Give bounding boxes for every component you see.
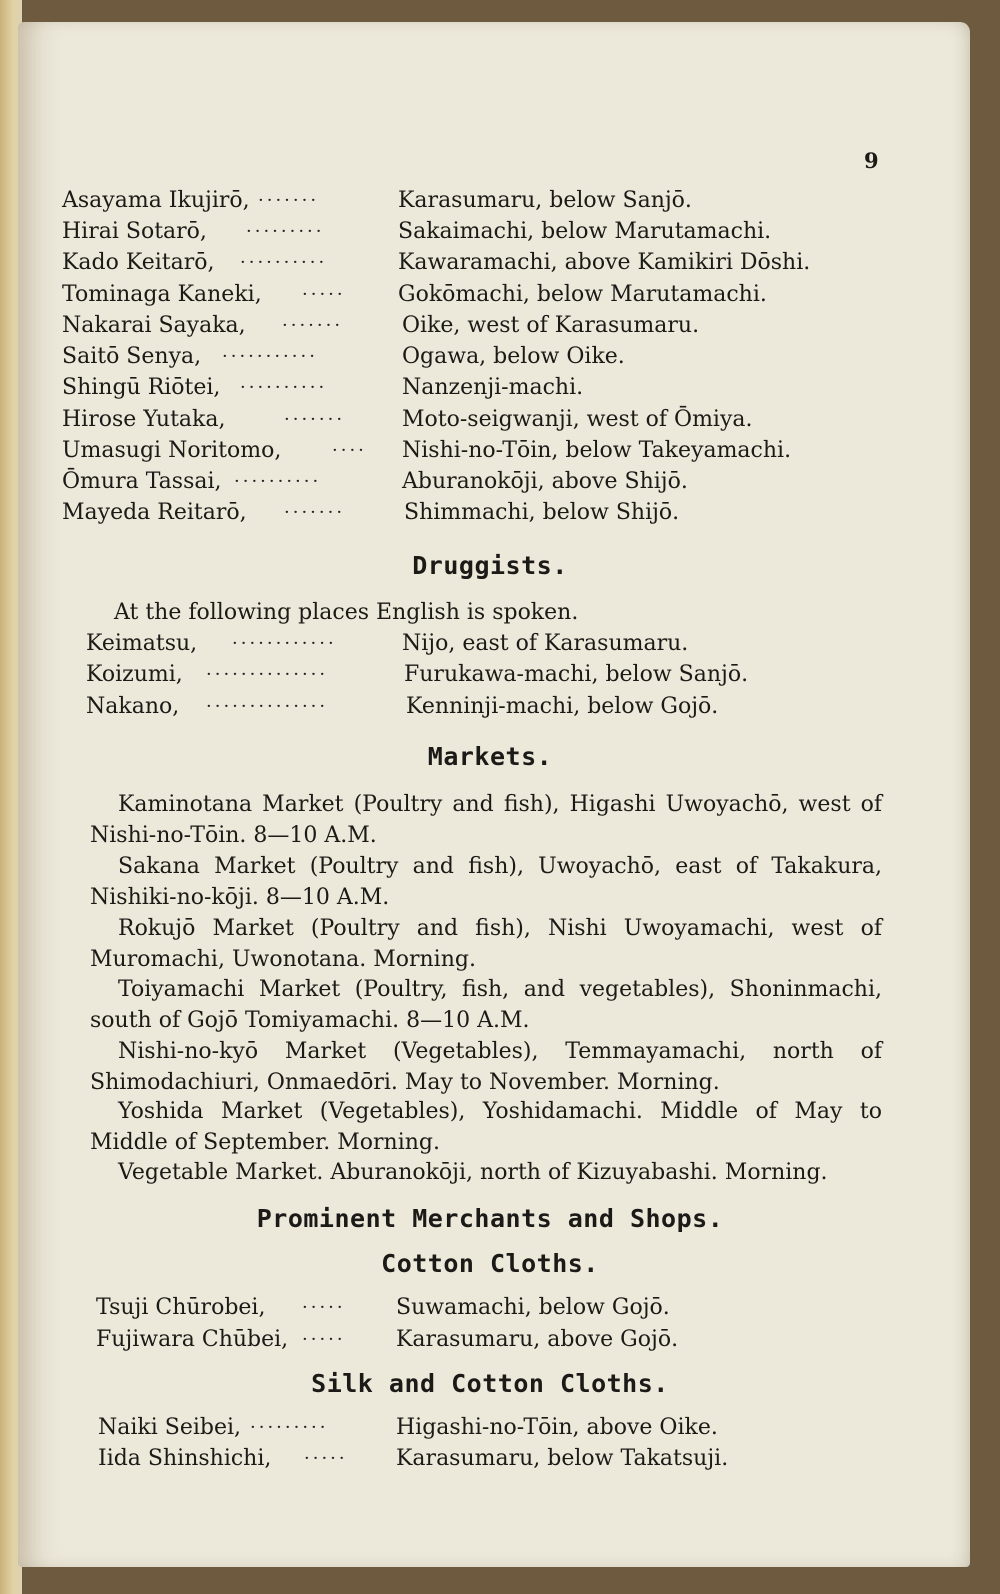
entry-address: Higashi-no-Tōin, above Oike. — [396, 1415, 718, 1440]
list-item — [62, 341, 892, 373]
entry-name: Hirose Yutaka, — [62, 407, 226, 432]
entry-name: Mayeda Reitarō, — [62, 500, 247, 525]
leader-dots: ·············· — [206, 696, 329, 717]
leader-dots: ······· — [284, 409, 346, 430]
entry-name: Tsuji Chūrobei, — [96, 1295, 266, 1320]
leader-dots: ······· — [284, 502, 346, 523]
druggists-heading: Druggists. — [412, 551, 568, 580]
entry-address: Kenninji-machi, below Gojō. — [406, 694, 719, 719]
entry-address: Gokōmachi, below Marutamachi. — [398, 282, 767, 307]
list-item — [62, 216, 892, 248]
entry-name: Shingū Riōtei, — [62, 375, 221, 400]
list-item — [62, 435, 892, 467]
merchants-heading: Prominent Merchants and Shops. — [256, 1204, 724, 1233]
market-entry: Toiyamachi Market (Poultry, fish, and vegetables), Shoninmachi, south of Gojō Tomiyamachi. 8—10 A.M. — [90, 977, 882, 1033]
list-item — [98, 1412, 928, 1444]
leader-dots: ········· — [250, 1417, 329, 1438]
entry-name: Fujiwara Chūbei, — [96, 1327, 289, 1352]
leader-dots: ····· — [304, 1448, 348, 1469]
entry-name: Kado Keitarō, — [62, 250, 215, 275]
entry-name: Ōmura Tassai, — [62, 469, 222, 494]
entry-address: Karasumaru, below Sanjō. — [398, 188, 692, 213]
entry-address: Shimmachi, below Shijō. — [404, 500, 680, 525]
entry-address: Ogawa, below Oike. — [402, 344, 625, 369]
market-entry: Rokujō Market (Poultry and fish), Nishi Uwoyamachi, west of Muromachi, Uwonotana. Morning. — [90, 916, 882, 972]
entry-address: Karasumaru, above Gojō. — [396, 1327, 679, 1352]
leader-dots: ············ — [232, 633, 337, 654]
entry-address: Sakaimachi, below Marutamachi. — [398, 219, 772, 244]
leader-dots: ··········· — [222, 346, 318, 367]
entry-name: Asayama Ikujirō, — [62, 188, 250, 213]
entry-address: Nishi-no-Tōin, below Takeyamachi. — [402, 438, 792, 463]
druggists-note: At the following places English is spoken. — [114, 600, 579, 625]
leader-dots: ········· — [246, 221, 325, 242]
leader-dots: ·········· — [240, 252, 328, 273]
list-item — [62, 247, 892, 279]
list-item — [62, 310, 892, 342]
list-item — [62, 404, 892, 436]
entry-address: Nanzenji-machi. — [402, 375, 584, 400]
markets-heading: Markets. — [427, 742, 553, 771]
entry-address: Kawaramachi, above Kamikiri Dōshi. — [398, 250, 811, 275]
market-entry: Sakana Market (Poultry and fish), Uwoyachō, east of Takakura, Nishiki-no-kōji. 8—10 A.M. — [90, 854, 882, 910]
entry-address: Karasumaru, below Takatsuji. — [396, 1446, 729, 1471]
entry-name: Naiki Seibei, — [98, 1415, 242, 1440]
leader-dots: ·········· — [240, 377, 328, 398]
list-item — [96, 1324, 926, 1356]
entry-address: Moto-seigwanji, west of Ōmiya. — [402, 407, 753, 432]
entry-address: Furukawa-machi, below Sanjō. — [404, 662, 749, 687]
silk-heading: Silk and Cotton Cloths. — [311, 1369, 669, 1398]
entry-address: Suwamachi, below Gojō. — [396, 1295, 670, 1320]
entry-name: Nakarai Sayaka, — [62, 313, 246, 338]
entry-name: Hirai Sotarō, — [62, 219, 207, 244]
leader-dots: ···· — [332, 440, 367, 461]
entry-name: Koizumi, — [86, 662, 183, 687]
leader-dots: ····· — [302, 1297, 346, 1318]
list-item — [96, 1292, 926, 1324]
entry-name: Nakano, — [86, 694, 180, 719]
leader-dots: ·········· — [234, 471, 322, 492]
list-item — [62, 279, 892, 311]
list-item — [86, 628, 916, 660]
cotton-heading: Cotton Cloths. — [381, 1249, 599, 1278]
market-entry: Vegetable Market. Aburanokōji, north of Kizuyabashi. Morning. — [118, 1160, 828, 1185]
entry-name: Saitō Senya, — [62, 344, 202, 369]
entry-name: Tominaga Kaneki, — [62, 282, 262, 307]
leader-dots: ······· — [282, 315, 344, 336]
list-item — [86, 691, 916, 723]
market-entry: Yoshida Market (Vegetables), Yoshidamachi. Middle of May to Middle of September. Morning. — [90, 1099, 882, 1155]
market-entry: Nishi-no-kyō Market (Vegetables), Temmayamachi, north of Shimodachiuri, Onmaedōri. May to November. Morning. — [90, 1039, 882, 1095]
list-item — [62, 185, 892, 217]
list-item — [62, 497, 892, 529]
list-item — [62, 466, 892, 498]
leader-dots: ····· — [302, 284, 346, 305]
entry-address: Nijo, east of Karasumaru. — [402, 631, 689, 656]
leader-dots: ·············· — [206, 664, 329, 685]
page-number: 9 — [864, 148, 879, 173]
entry-address: Aburanokōji, above Shijō. — [402, 469, 688, 494]
entry-name: Iida Shinshichi, — [98, 1446, 272, 1471]
list-item — [86, 659, 916, 691]
entry-address: Oike, west of Karasumaru. — [402, 313, 700, 338]
list-item — [98, 1443, 928, 1475]
list-item — [62, 372, 892, 404]
leader-dots: ······· — [258, 190, 320, 211]
leader-dots: ····· — [302, 1329, 346, 1350]
entry-name: Umasugi Noritomo, — [62, 438, 282, 463]
entry-name: Keimatsu, — [86, 631, 198, 656]
market-entry: Kaminotana Market (Poultry and fish), Higashi Uwoyachō, west of Nishi-no-Tōin. 8—10 A.M. — [90, 792, 882, 848]
